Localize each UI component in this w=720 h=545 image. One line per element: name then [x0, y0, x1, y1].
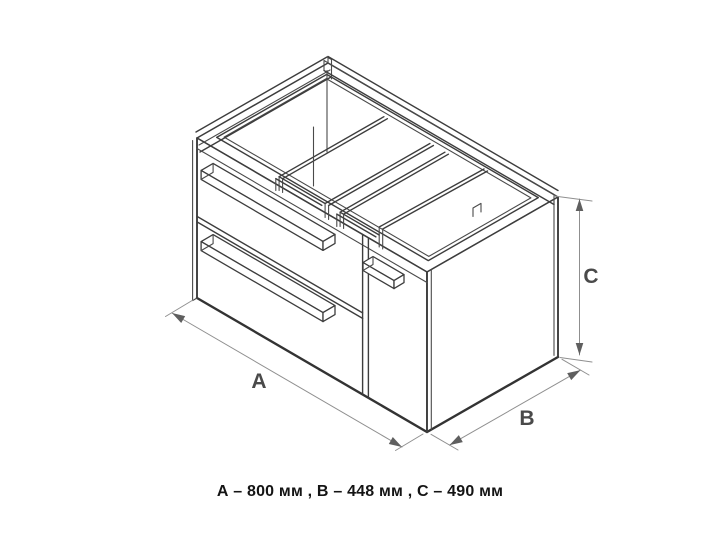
dim-a-ext-left — [166, 300, 194, 317]
dim-a-arrow-right — [389, 437, 402, 447]
dimensions-caption: А – 800 мм , В – 448 мм , С – 490 мм — [216, 483, 504, 500]
dimension-label-b: B — [519, 407, 535, 430]
dim-a-ext-right — [396, 434, 424, 451]
dim-c-arrow-bottom — [576, 343, 584, 355]
dimension-label-c: C — [583, 265, 599, 288]
dim-c-ext-top — [554, 196, 592, 201]
cabinet-body — [193, 63, 558, 432]
dimension-label-a: A — [251, 370, 267, 393]
dim-b-arrow-left — [450, 435, 463, 445]
dim-c-arrow-top — [576, 199, 584, 211]
dim-b-arrow-right — [567, 370, 580, 380]
dimension-c — [554, 196, 599, 362]
dim-a-arrow-left — [172, 313, 185, 323]
